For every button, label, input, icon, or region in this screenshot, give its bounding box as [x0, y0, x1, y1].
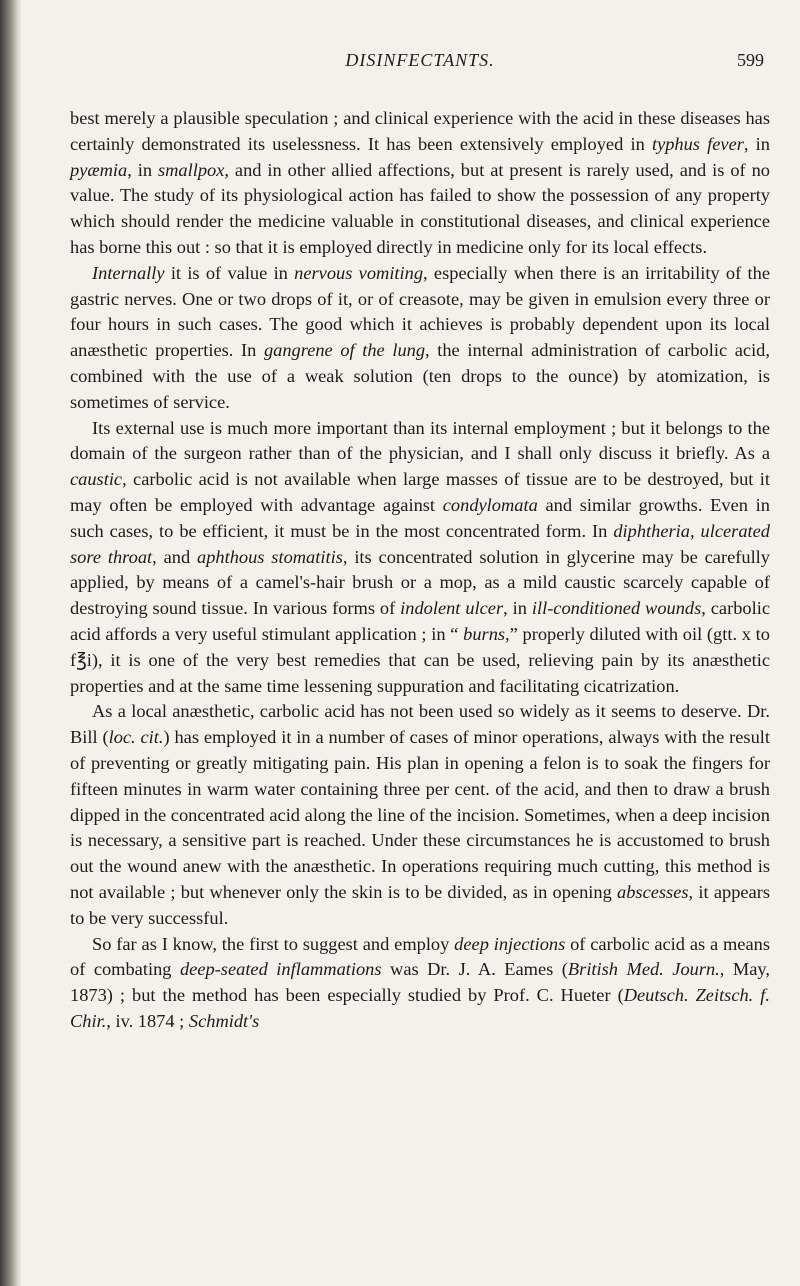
text-run: , carbolic acid affords a very useful stimulant application ; in “: [70, 598, 770, 644]
text-run: of carbolic acid as a means of combating: [70, 933, 770, 980]
italic-term: deep injections: [454, 933, 566, 954]
text-run: and similar growths. Even in such cases, to be efficient, it must be in the most concentrated form. In: [70, 494, 770, 541]
text-run: , in: [743, 133, 770, 154]
running-header: [70, 44, 770, 80]
italic-term: abscesses: [617, 881, 689, 902]
text-run: ,” properly diluted with oil (gtt. x to f℥i), it is one of the very best remedies that can be used, relieving pain by its anæsthetic properties and at the same time lessening suppuration and facilitating cicatrization.: [70, 623, 770, 696]
italic-term: burns: [463, 623, 506, 644]
text-run: , May, 1873) ; but the method has been especially studied by Prof. C. Hueter (: [70, 959, 770, 1006]
text-run: , and: [152, 546, 198, 567]
book-page: [70, 44, 770, 1274]
text-run: , iv. 1874 ;: [106, 1010, 189, 1031]
italic-term: Deutsch. Zeitsch. f. Chir.: [70, 985, 770, 1031]
paragraph: [70, 932, 770, 1035]
italic-term: British Med. Journ.: [567, 959, 720, 980]
text-run: best merely a plausible speculation ; and clinical experience with the acid in these diseases has certainly demonstrated its uselessness. It has been extensively employed in: [70, 108, 770, 154]
text-run: As a local anæsthetic, carbolic acid has not been used so widely as it seems to deserve. Dr. Bill (: [70, 701, 770, 748]
italic-term: condylomata: [442, 494, 538, 515]
paragraph: [70, 416, 770, 700]
text-run: , its concentrated solution in glycerine may be carefully applied, by means of a camel's-hair brush or a mop, as a mild caustic scarcely capable of destroying sound tissue. In various forms of: [70, 546, 770, 619]
text-run: , carbolic acid is not available when large masses of tissue are to be destroyed, but it may often be employed with advantage against: [70, 469, 770, 515]
paragraph: [70, 699, 770, 931]
italic-term: deep-seated inflammations: [179, 959, 382, 980]
book-binding-shadow: [0, 0, 22, 1286]
body-text: [70, 106, 770, 1035]
text-run: , in: [127, 159, 158, 180]
text-run: , and in other allied affections, but at present is rarely used, and is of no value. The study of its physiological action has failed to show the possession of any property which should render the medicine valuable in constitutional diseases, and clinical experience has borne this out : so that it is employed directly in medicine only for its local effects.: [70, 159, 770, 257]
italic-term: aphthous stomatitis: [197, 546, 343, 567]
text-run: , it appears to be very successful.: [70, 881, 770, 928]
text-run: , especially when there is an irritability of the gastric nerves. One or two drops of it, or of creasote, may be given in emulsion every three or four hours in such cases. The good which it achieves is probably dependent upon its local anæsthetic properties. In: [70, 262, 770, 361]
text-run: ) has employed it in a number of cases of minor operations, always with the result of preventing or greatly mitigating pain. His plan in opening a felon is to soak the fingers for fifteen minutes in warm water containing three per cent. of the acid, and then to draw a brush dipped in the concentrated acid along the line of the incision. Sometimes, when a deep incision is necessary, a sensitive part is reached. Under these circumstances he is accustomed to brush out the wound anew with the anæsthetic. In operations requiring much cutting, this method is not available ; but whenever only the skin is to be divided, as in opening: [70, 727, 770, 902]
running-title: DISINFECTANTS.: [345, 50, 495, 70]
italic-term: Schmidt's: [188, 1010, 260, 1031]
paragraph: [70, 261, 770, 416]
paragraph: [70, 106, 770, 261]
italic-term: pyæmia: [70, 159, 128, 180]
text-run: Its external use is much more important than its internal employment ; but it belongs to the domain of the surgeon rather than of the physician, and I shall only discuss it briefly. As a: [70, 417, 770, 464]
text-run: was Dr. J. A. Eames (: [381, 959, 568, 980]
italic-term: gangrene of the lung: [263, 340, 426, 361]
text-run: , in: [503, 598, 532, 619]
italic-term: smallpox: [157, 159, 225, 180]
text-run: So far as I know, the first to suggest and employ: [92, 933, 455, 954]
italic-term: diphtheria: [613, 520, 690, 541]
text-run: ,: [689, 520, 701, 541]
italic-term: ulcerated sore throat: [70, 520, 770, 567]
italic-term: indolent ulcer: [400, 598, 504, 619]
italic-term: ill-conditioned wounds: [531, 598, 702, 619]
page-number: 599: [737, 50, 764, 70]
italic-term: Internally: [92, 262, 165, 283]
text-run: it is of value in: [164, 262, 295, 283]
italic-term: typhus fever: [651, 133, 744, 154]
italic-term: caustic: [70, 469, 123, 490]
italic-term: loc. cit.: [108, 727, 164, 748]
italic-term: nervous vomiting: [294, 262, 424, 283]
text-run: , the internal administration of carbolic acid, combined with the use of a weak solution (ten drops to the ounce) by atomization, is sometimes of service.: [70, 340, 770, 412]
